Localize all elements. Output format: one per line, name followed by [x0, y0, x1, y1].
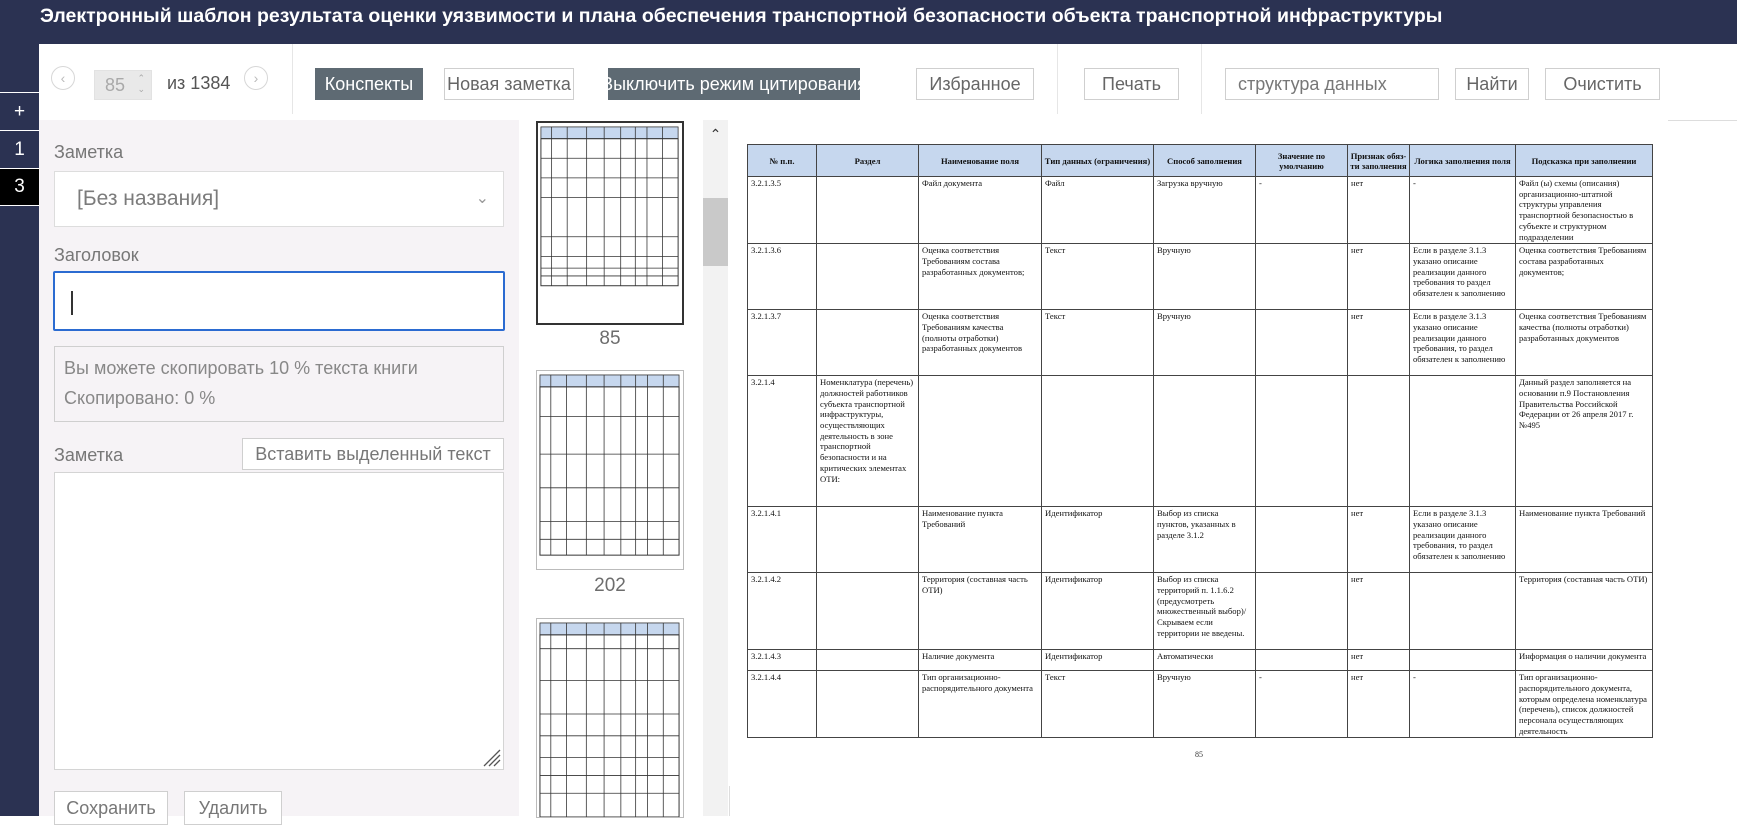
- table-cell: Вручную: [1154, 310, 1256, 376]
- find-button[interactable]: Найти: [1455, 68, 1529, 100]
- prev-page-button[interactable]: [51, 66, 75, 90]
- table-cell: 3.2.1.4.1: [748, 507, 817, 573]
- table-cell: Автоматически: [1154, 650, 1256, 671]
- table-cell: нет: [1348, 244, 1410, 310]
- table-row: [748, 177, 1653, 244]
- table-cell: Тип организационно-распорядительного документа, которым определена номенклатура (перечень), список должностей персонала осуществляющих деятельность: [1516, 671, 1653, 738]
- table-cell: Оценка соответствия Требованиям качества (полноты отработки) разработанных документов: [1516, 310, 1653, 376]
- column-header: Тип данных (ограничения): [1042, 145, 1154, 177]
- toolbar-underline: [1668, 120, 1737, 121]
- table-cell: [1256, 310, 1348, 376]
- table-cell: [1410, 376, 1516, 507]
- thumbnail-page[interactable]: [536, 618, 684, 818]
- table-cell: Файл: [1042, 177, 1154, 244]
- left-rail: [0, 44, 39, 816]
- table-cell: [919, 376, 1042, 507]
- table-row: [748, 244, 1653, 310]
- chevron-right-icon: ›: [253, 70, 259, 86]
- table-cell: нет: [1348, 573, 1410, 650]
- table-cell: Наименование пункта Требований: [1516, 507, 1653, 573]
- table-cell: 3.2.1.3.6: [748, 244, 817, 310]
- heading-label: Заголовок: [54, 245, 139, 265]
- total-pages: из 1384: [167, 73, 231, 93]
- tab-1[interactable]: 1: [0, 130, 39, 168]
- note-textarea[interactable]: [54, 472, 504, 770]
- column-header: № п.п.: [748, 145, 817, 177]
- table-cell: Идентификатор: [1042, 507, 1154, 573]
- table-cell: Наименование пункта Требований: [919, 507, 1042, 573]
- thumbnail-strip: [519, 120, 704, 816]
- table-cell: 3.2.1.4.3: [748, 650, 817, 671]
- table-cell: Территория (составная часть ОТИ): [1516, 573, 1653, 650]
- table-cell: Данный раздел заполняется на основании п.9 Постановления Правительства Российской Федерации от 26 апреля 2017 г. №495: [1516, 376, 1653, 507]
- table-cell: [1256, 376, 1348, 507]
- table-row: [748, 376, 1653, 507]
- table-cell: 3.2.1.4.4: [748, 671, 817, 738]
- toolbar-divider: [1057, 44, 1058, 114]
- toolbar-divider: [292, 44, 293, 114]
- table-cell: 3.2.1.4.2: [748, 573, 817, 650]
- citation-mode-button[interactable]: Выключить режим цитирования: [608, 68, 860, 100]
- tab-3[interactable]: 3: [0, 168, 39, 206]
- table-cell: [1410, 650, 1516, 671]
- table-cell: Оценка соответствия Требованиям состава разработанных документов;: [1516, 244, 1653, 310]
- table-cell: Оценка соответствия Требованиям качества (полноты отработки) разработанных документов: [919, 310, 1042, 376]
- thumbnail-page-number: 85: [599, 328, 621, 349]
- insert-selected-button[interactable]: Вставить выделенный текст: [242, 438, 504, 470]
- table-cell: -: [1410, 177, 1516, 244]
- table-cell: Если в разделе 3.1.3 указано описание реализации данного требования, то раздел обязателен к заполнению: [1410, 310, 1516, 376]
- note-select-label: Заметка: [54, 142, 124, 162]
- document-table: [747, 144, 1653, 738]
- table-cell: [1256, 244, 1348, 310]
- table-cell: Выбор из списка территорий п. 1.1.6.2 (предусмотреть множественный выбор)/Скрываем если территории не введены.: [1154, 573, 1256, 650]
- column-header: Способ заполнения: [1154, 145, 1256, 177]
- table-cell: Номенклатура (перечень) должностей работников субъекта транспортной инфраструктуры, осуществляющих деятельность в зоне транспортной безопасности и на критических элементах ОТИ:: [817, 376, 919, 507]
- table-cell: [817, 177, 919, 244]
- table-cell: Наличие документа: [919, 650, 1042, 671]
- table-row: [748, 310, 1653, 376]
- table-cell: 3.2.1.3.5: [748, 177, 817, 244]
- add-tab-button[interactable]: +: [0, 92, 39, 130]
- copied-percent-text: Скопировано: 0 %: [64, 388, 216, 408]
- table-cell: -: [1410, 671, 1516, 738]
- column-header: Подсказка при заполнении: [1516, 145, 1653, 177]
- chevron-down-icon: ⌄: [475, 190, 489, 207]
- column-header: Логика заполнения поля: [1410, 145, 1516, 177]
- table-cell: [1256, 507, 1348, 573]
- chevron-left-icon: ‹: [60, 70, 66, 86]
- table-cell: нет: [1348, 177, 1410, 244]
- table-cell: Выбор из списка пунктов, указанных в разделе 3.1.2: [1154, 507, 1256, 573]
- table-cell: 3.2.1.3.7: [748, 310, 817, 376]
- table-cell: Идентификатор: [1042, 650, 1154, 671]
- thumbnail-preview: [537, 619, 683, 817]
- heading-input[interactable]: [53, 271, 505, 331]
- page-number-input[interactable]: 85 ⌃ ⌄: [94, 70, 152, 100]
- favorites-button[interactable]: Избранное: [916, 68, 1034, 100]
- table-cell: [817, 650, 919, 671]
- table-cell: [817, 573, 919, 650]
- copy-limit-info: [54, 346, 504, 422]
- scroll-up-icon[interactable]: ⌃: [709, 125, 722, 142]
- table-cell: Оценка соответствия Требованиям состава разработанных документов;: [919, 244, 1042, 310]
- table-cell: нет: [1348, 650, 1410, 671]
- table-cell: Территория (составная часть ОТИ): [919, 573, 1042, 650]
- column-header: Раздел: [817, 145, 919, 177]
- column-header: Наименование поля: [919, 145, 1042, 177]
- table-cell: [1256, 573, 1348, 650]
- table-cell: 3.2.1.4: [748, 376, 817, 507]
- clear-button[interactable]: Очистить: [1545, 68, 1660, 100]
- table-cell: Текст: [1042, 310, 1154, 376]
- print-button[interactable]: Печать: [1084, 68, 1179, 100]
- table-cell: -: [1256, 671, 1348, 738]
- thumbnail-scrollbar[interactable]: [703, 120, 728, 816]
- table-cell: [817, 244, 919, 310]
- column-header: Значение по умолчанию: [1256, 145, 1348, 177]
- document-viewer: [730, 120, 1737, 816]
- thumbnail-preview: [538, 123, 682, 323]
- page-title: Электронный шаблон результата оценки уязвимости и плана обеспечения транспортной безопасности объекта транспортной инфраструктуры: [40, 5, 1443, 27]
- thumbnail-page[interactable]: [536, 121, 684, 325]
- table-row: [748, 671, 1653, 738]
- table-row: [748, 650, 1653, 671]
- table-cell: -: [1256, 177, 1348, 244]
- new-note-button[interactable]: Новая заметка: [444, 68, 574, 100]
- table-row: [748, 573, 1653, 650]
- save-button[interactable]: Сохранить: [54, 791, 168, 825]
- table-cell: [1348, 376, 1410, 507]
- next-page-button[interactable]: [244, 66, 268, 90]
- note-text-label: Заметка: [54, 445, 124, 465]
- table-cell: Вручную: [1154, 671, 1256, 738]
- app-header: [0, 0, 1737, 44]
- table-cell: Идентификатор: [1042, 573, 1154, 650]
- table-cell: [1042, 376, 1154, 507]
- table-cell: Текст: [1042, 244, 1154, 310]
- table-row: [748, 507, 1653, 573]
- table-cell: [817, 507, 919, 573]
- text-caret: [71, 291, 73, 315]
- table-cell: [1256, 650, 1348, 671]
- table-cell: [817, 671, 919, 738]
- copy-limit-text: Вы можете скопировать 10 % текста книги: [64, 358, 418, 378]
- page-spinner-icon[interactable]: ⌃ ⌄: [137, 73, 145, 94]
- delete-button[interactable]: Удалить: [184, 791, 282, 825]
- table-cell: Если в разделе 3.1.3 указано описание реализации данного требования, то раздел обязателен к заполнению: [1410, 507, 1516, 573]
- note-panel: [39, 120, 519, 816]
- toolbar: [39, 44, 1737, 120]
- table-cell: нет: [1348, 507, 1410, 573]
- table-cell: [817, 310, 919, 376]
- search-input[interactable]: структура данных: [1225, 68, 1439, 100]
- table-cell: Тип организационно-распорядительного документа: [919, 671, 1042, 738]
- table-cell: Файл документа: [919, 177, 1042, 244]
- resize-grip-icon[interactable]: [481, 747, 501, 767]
- table-header-row: [748, 145, 1653, 177]
- thumbnail-page-number: 202: [594, 575, 626, 596]
- table-cell: Текст: [1042, 671, 1154, 738]
- table-cell: Если в разделе 3.1.3 указано описание реализации данного требования то раздел обязателен к заполнению: [1410, 244, 1516, 310]
- note-select[interactable]: [Без названия] ⌄: [54, 171, 504, 227]
- column-header: Признак обяз-ти заполнения: [1348, 145, 1410, 177]
- thumbnail-page[interactable]: [536, 370, 684, 570]
- thumbnail-preview: [537, 371, 683, 569]
- table-cell: [1154, 376, 1256, 507]
- toolbar-divider: [1201, 44, 1202, 114]
- table-cell: Файл (ы) схемы (описания) организационно-штатной структуры управления транспортной безопасностью в субъекте и структурном подразделении: [1516, 177, 1653, 244]
- summaries-button[interactable]: Конспекты: [315, 68, 423, 100]
- document-page-number: 85: [1195, 750, 1203, 759]
- table-cell: нет: [1348, 671, 1410, 738]
- table-cell: нет: [1348, 310, 1410, 376]
- table-cell: [1410, 573, 1516, 650]
- table-cell: Вручную: [1154, 244, 1256, 310]
- scrollbar-thumb[interactable]: [703, 198, 728, 266]
- table-cell: Информация о наличии документа: [1516, 650, 1653, 671]
- table-cell: Загрузка вручную: [1154, 177, 1256, 244]
